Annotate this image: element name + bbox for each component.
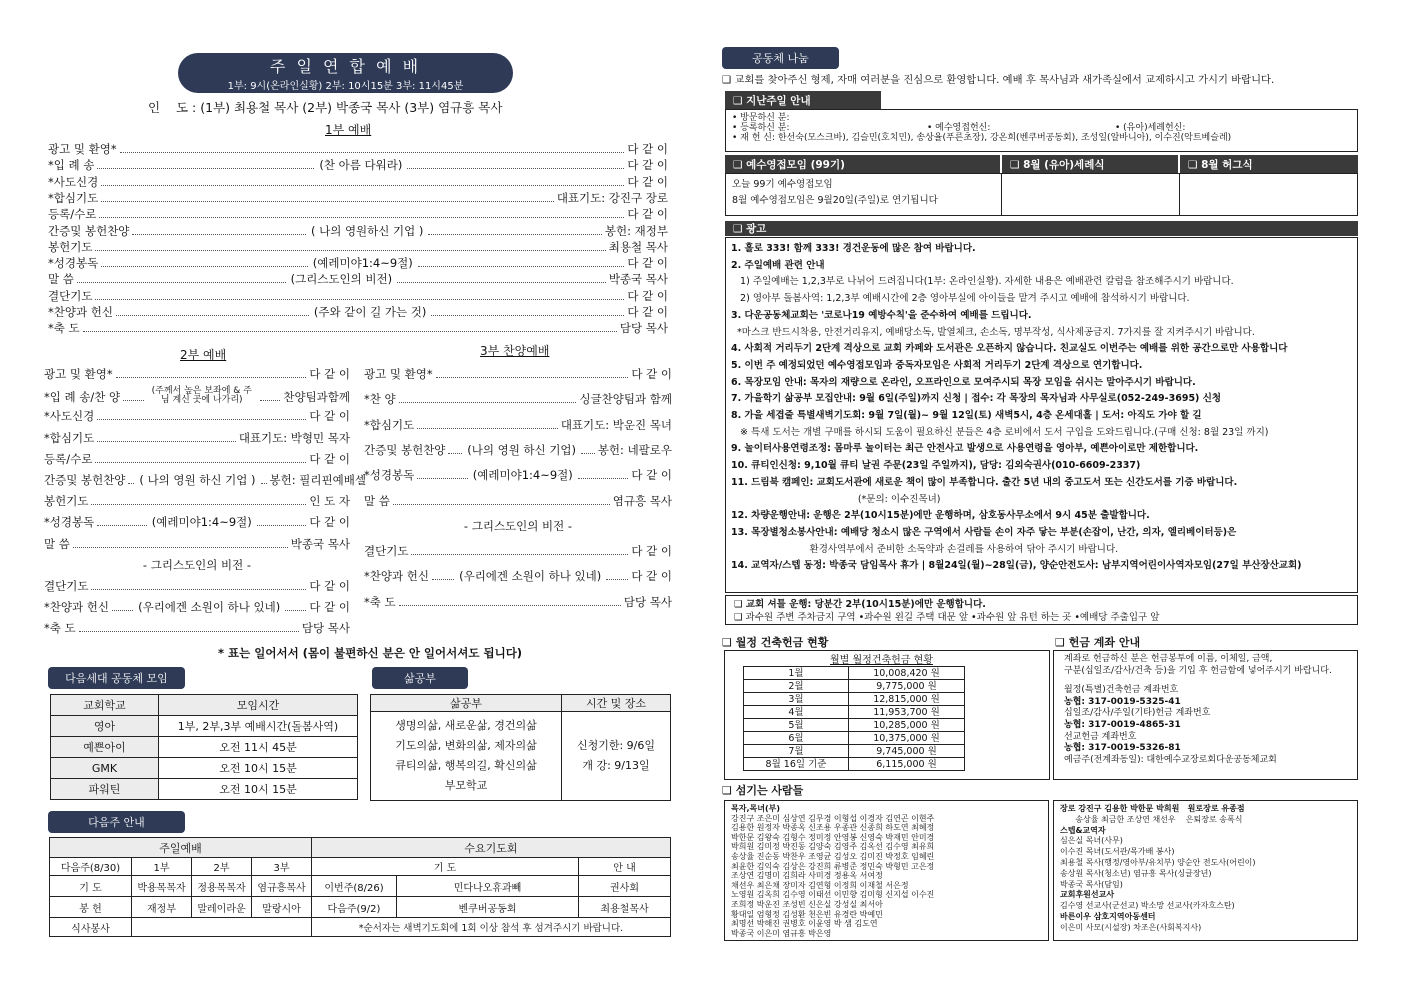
account-line: 예금주(전계좌동일): 대한예수교장로회다운공동체교회 bbox=[1064, 754, 1277, 765]
order-l: *사도신경 bbox=[44, 409, 95, 424]
order-m: (그리스도인의 비전) bbox=[290, 272, 393, 287]
order-r: 다 같 이 bbox=[627, 174, 668, 189]
order-l: *성경봉독 bbox=[364, 468, 415, 483]
order-row bbox=[44, 366, 350, 382]
ad-line: 2. 주일예배 관련 안내 bbox=[731, 259, 825, 271]
order-l: 말 씀 bbox=[48, 272, 74, 287]
shuttle-notice: ❑ 교회 셔틀 운행: 당분간 2부(10시15분)에만 운행합니다. bbox=[734, 599, 986, 610]
service-title: 주 일 연 합 예 배 bbox=[269, 57, 422, 76]
order-row bbox=[44, 472, 366, 488]
account-box bbox=[1053, 650, 1358, 780]
month: 2월 bbox=[744, 680, 849, 693]
ad-line: 3. 다운공동체교회는 '코로나19 예방수칙'을 준수하여 예배를 드립니다. bbox=[731, 309, 1032, 321]
order-l: *성경봉독 bbox=[48, 256, 99, 271]
order-row bbox=[44, 408, 350, 424]
school: 파워틴 bbox=[51, 779, 159, 800]
time: 1부, 2부,3부 예배시간(돌봄사역) bbox=[159, 716, 358, 737]
order-l: 등록/수로 bbox=[48, 207, 97, 222]
order-r: 대표기도: 박운진 목녀 bbox=[560, 417, 672, 432]
service-title-banner bbox=[178, 53, 513, 93]
cell: 다음주(9/2) bbox=[312, 897, 397, 918]
order-row bbox=[364, 568, 672, 584]
servers-right-box bbox=[1053, 800, 1358, 941]
order-r: 다 같 이 bbox=[627, 142, 668, 156]
amount: 12,815,000 원 bbox=[849, 693, 965, 706]
order-row bbox=[44, 599, 350, 615]
servers-title: ❑ 섬기는 사람들 bbox=[722, 784, 804, 797]
order-l: *축 도 bbox=[48, 321, 80, 336]
account-line: 구분(십일조/감사/건축 등)을 기입 후 헌금함에 넣어주시기 바랍니다. bbox=[1064, 665, 1332, 676]
order-row bbox=[44, 514, 350, 530]
sunday-header: 주일예배 bbox=[50, 838, 312, 858]
order-l: 등록/수로 bbox=[44, 451, 93, 466]
order-r: 다 같 이 bbox=[627, 305, 668, 319]
account-title: ❑ 헌금 계좌 안내 bbox=[1055, 636, 1141, 649]
order-m: - 그리스도인의 비전 - bbox=[463, 518, 573, 533]
month: 3월 bbox=[744, 693, 849, 706]
next-gen-header: 다음세대 공동체 모임 bbox=[48, 667, 185, 689]
order-row bbox=[364, 366, 672, 382]
amount: 10,375,000 원 bbox=[849, 732, 965, 745]
order-r: 다 같 이 bbox=[309, 600, 351, 615]
order-l: *찬양과 헌신 bbox=[364, 569, 429, 584]
order-m: (나의 영원 하신 기업) bbox=[467, 442, 577, 457]
ad-line: 13. 목장별청소봉사안내: 예배당 청소시 많은 구역에서 사람들 손이 자주 닿는 부분(손잡이, 난간, 의자, 엘리베이터등)은 bbox=[731, 526, 1237, 538]
order-l: 광고 및 환영* bbox=[48, 142, 117, 156]
order-row bbox=[44, 536, 350, 552]
order-l: *찬 양 bbox=[364, 392, 396, 407]
order-r: 다 같 이 bbox=[631, 367, 672, 381]
order-row bbox=[48, 141, 668, 157]
account-line: 농협: 317-0019-5326-81 bbox=[1064, 743, 1181, 754]
order-r: 봉헌: 네팔로우 bbox=[597, 442, 673, 457]
order-r: 인 도 자 bbox=[309, 494, 350, 509]
wednesday-header: 수요기도회 bbox=[312, 838, 671, 858]
server-line: 노영원 김옥희 김수영 이태선 이민향 김미형 신지섭 이수진 bbox=[731, 890, 935, 900]
server-line: 교회후원선교사 bbox=[1060, 890, 1115, 900]
time: 오전 10시 15분 bbox=[159, 779, 358, 800]
welcome-text: ❑ 교회를 찾아주신 형제, 자매 여러분을 진심으로 환영합니다. 예배 후 목사님과 새가족실에서 교제하시고 가시기 바랍니다. bbox=[722, 74, 1275, 86]
order-row bbox=[44, 557, 350, 573]
order-r: 대표기도: 강진구 장로 bbox=[556, 190, 668, 205]
order-r: 박종국 목사 bbox=[290, 536, 350, 551]
order-r: 찬양팀과함께 bbox=[283, 390, 351, 405]
order-r: 다 같 이 bbox=[631, 544, 672, 559]
cell: 박용목목자 bbox=[132, 876, 192, 897]
server-line: 최용철 목사(행정/영아부/유치부) 양순안 전도사(어린이) bbox=[1060, 857, 1256, 867]
order-l: *사도신경 bbox=[48, 174, 99, 189]
order-l: 광고 및 환영* bbox=[364, 367, 433, 381]
col-header: 교회학교 bbox=[51, 695, 159, 716]
order-r: 다 같 이 bbox=[627, 158, 668, 173]
life-study-header: 삶공부 bbox=[372, 667, 468, 689]
ad-line: 1. 홀로 333! 함께 333! 경건운동에 많은 참여 바랍니다. bbox=[731, 243, 976, 254]
last-week-box bbox=[725, 109, 1358, 152]
server-line: 김수영 선교사(군선교) 박소망 선교사(카자흐스탄) bbox=[1060, 901, 1235, 911]
order-l: *찬양과 헌신 bbox=[48, 305, 113, 319]
building-fund-table bbox=[743, 666, 965, 771]
school: 예쁜아이 bbox=[51, 737, 159, 758]
order-l: 결단기도 bbox=[364, 544, 409, 559]
servers-left-box bbox=[724, 800, 1049, 941]
salvation: • 예수영접헌신: bbox=[927, 123, 991, 133]
course-line: 기도의삶, 변화의삶, 제자의삶 bbox=[395, 739, 537, 752]
salvation-meeting-header: ❑ 예수영접모임 (99기) bbox=[725, 155, 1000, 173]
last-week-header: ❑ 지난주일 안내 bbox=[725, 91, 881, 109]
order-row bbox=[48, 239, 668, 255]
parking-notice: ❑ 과수원 주변 주차금지 구역 •과수원 왼길 주택 대문 앞 •과수원 앞 유턴 하는 곳 •예배당 주출입구 앞 bbox=[734, 612, 1160, 623]
order-row bbox=[48, 174, 668, 190]
account-line: 십일조/감사/주일(기타)헌금 계좌번호 bbox=[1064, 708, 1211, 719]
salvation-meeting-box bbox=[725, 173, 1358, 216]
order-row bbox=[44, 430, 350, 446]
server-line: 장로 강진구 김용한 박한문 박희원 원로장로 유종점 bbox=[1060, 804, 1245, 813]
building-fund-title: ❑ 월정 건축헌금 현황 bbox=[722, 636, 829, 649]
order-r: 담당 목사 bbox=[619, 321, 668, 336]
account-line: 선교헌금 계좌번호 bbox=[1064, 731, 1137, 742]
ads-header: ❑ 광고 bbox=[725, 221, 1358, 236]
col-header: 삶공부 bbox=[371, 695, 562, 712]
order-m: (찬 아름 다워라) bbox=[319, 158, 403, 173]
col-header: 안 내 bbox=[579, 858, 671, 876]
life-study-table bbox=[370, 694, 671, 801]
ad-line: 14. 교역자/스텝 동정: 박종국 담임목사 휴가 | 8월24일(월)~28일(금), 양순안전도사: 남부지역어린이사역자모임(27일 부산장산교회) bbox=[731, 560, 1302, 572]
ad-line: 1) 주일예배는 1,2,3부로 나뉘어 드려집니다(1부: 온라인실황). 자세한 내용은 예배관련 칼럼을 참조해주시기 바랍니다. bbox=[731, 276, 1234, 288]
account-line: 월정(특별)건축헌금 계좌번호 bbox=[1064, 685, 1179, 696]
order-row bbox=[364, 442, 672, 458]
order-m: (주와 같이 길 가는 것) bbox=[313, 305, 427, 319]
ad-line: 환경사역부에서 준비한 소독약과 손걸레를 사용하여 닦아 주시기 바랍니다. bbox=[731, 543, 1119, 555]
ad-line: 2) 영아부 돌봄사역: 1,2,3부 예배시간에 2층 영아부실에 아이들을 맡겨 주시고 예배에 참석하시기 바랍니다. bbox=[731, 293, 1190, 305]
server-line: 심은실 목녀(사무) bbox=[1060, 836, 1123, 846]
order-row bbox=[48, 320, 668, 336]
order-l: 봉헌기도 bbox=[48, 239, 93, 254]
order-row bbox=[48, 288, 668, 304]
order-r: 담당 목사 bbox=[623, 594, 672, 609]
order-r: 염규흥 목사 bbox=[612, 493, 672, 508]
order-l: 결단기도 bbox=[44, 579, 89, 593]
ad-line: 12. 차량운행안내: 운행은 2부(10시15분)에만 운행하며, 삼호동사무소에서 9시 45분 출발합니다. bbox=[731, 510, 1150, 522]
month: 5월 bbox=[744, 719, 849, 732]
order-row bbox=[44, 578, 350, 594]
building-fund-caption: 월별 월정건축헌금 현황 bbox=[830, 655, 933, 666]
order-r: 다 같 이 bbox=[627, 207, 668, 222]
course-line: 큐티의삶, 행복의길, 확신의삶 bbox=[395, 759, 537, 772]
ad-line: 6. 목장모임 안내: 목자의 재량으로 온라인, 오프라인으로 모여주시되 목장 모임을 쉬시는 말아주시기 바랍니다. bbox=[731, 376, 1196, 388]
order-l: 간증및 봉헌찬양 bbox=[364, 442, 446, 457]
order-l: *입 례 송/찬 양 bbox=[44, 390, 121, 405]
part3-title: 3부 찬양예배 bbox=[480, 344, 550, 358]
order-m: ( 나의 영원하신 기업 ) bbox=[310, 223, 424, 238]
server-line: 송상율 최금한 조상연 채선우 은퇴장로 송폭식 bbox=[1060, 814, 1243, 824]
server-line: 목자,목녀(부) bbox=[731, 804, 780, 813]
server-line: 송상율 진순동 박찬우 조영균 김성오 김미진 박정호 임혜린 bbox=[731, 851, 935, 861]
start-date: 개 강: 9/13일 bbox=[582, 759, 650, 772]
school: 영아 bbox=[51, 716, 159, 737]
order-m: (예레미야1:4~9절) bbox=[472, 468, 573, 483]
ad-line: 9. 놀이터사용연령조정: 몸마루 놀이터는 최근 안전사고 발생으로 사용연령을 영아부, 예쁜아이로만 제한합니다. bbox=[731, 443, 1199, 455]
part1-title: 1부 예배 bbox=[325, 123, 372, 137]
order-r: 다 같 이 bbox=[627, 288, 668, 303]
service-times: 1부: 9시(온라인실황) 2부: 10시15분 3부: 11시45분 bbox=[227, 81, 464, 92]
server-line: 스텝&교역자 bbox=[1060, 825, 1106, 835]
order-l: *합심기도 bbox=[48, 190, 99, 205]
order-row bbox=[364, 493, 672, 509]
amount: 6,115,000 원 bbox=[849, 758, 965, 771]
cell: 염규흥목사 bbox=[252, 876, 312, 897]
server-line: 이은미 사모(시설장) 차조은(사회복지사) bbox=[1060, 922, 1202, 932]
salvation-line: 오늘 99기 예수영접모임 bbox=[732, 179, 833, 190]
ad-line: 8. 가을 세겹줄 특별새벽기도회: 9월 7일(월)~ 9월 12일(토) 새벽5시, 4층 온세대홀 | 도서: 아직도 가야 할 길 bbox=[731, 410, 1202, 422]
order-row bbox=[364, 467, 672, 483]
amount: 10,008,420 원 bbox=[849, 667, 965, 680]
order-r: 다 같 이 bbox=[309, 579, 350, 593]
course-line: 부모학교 bbox=[444, 779, 488, 792]
registered: • 등록하신 분: bbox=[732, 123, 790, 133]
order-row bbox=[48, 190, 668, 206]
server-line: 바른이우 삼호지역아동센터 bbox=[1060, 911, 1156, 921]
deadline: 신청기한: 9/6일 bbox=[576, 739, 656, 752]
order-r: 싱글찬양팀과 함께 bbox=[579, 392, 672, 407]
order-l: 봉헌기도 bbox=[44, 494, 89, 509]
server-line: 이수진 목녀(도서관/목가배 봉사) bbox=[1060, 847, 1175, 857]
baptism: • (유아)세례헌신: bbox=[1115, 123, 1186, 133]
amount: 11,953,700 원 bbox=[849, 706, 965, 719]
order-r: 최용철 목사 bbox=[608, 239, 668, 254]
order-l: *합심기도 bbox=[364, 417, 415, 432]
cell: 재정부 bbox=[132, 897, 192, 918]
cell: 권사회 bbox=[579, 876, 671, 897]
order-m: - 그리스도인의 비전 - bbox=[142, 557, 252, 572]
account-line: 계좌로 헌금하신 분은 헌금봉투에 이름, 이체일, 금액, bbox=[1064, 654, 1273, 664]
server-line: 최윤한 김익숙 김상은 강진희 류병준 정민숙 박형민 고은정 bbox=[731, 861, 935, 871]
ad-line: 7. 가을학기 삶공부 모집안내: 9월 6일(주일)까지 신청 | 접수: 각 목장의 목자님과 사무실로(052-249-3695) 신청 bbox=[731, 393, 1222, 405]
order-row bbox=[44, 493, 350, 509]
salvation-line: 8월 예수영접모임은 9월20일(주일)로 연기됩니다 bbox=[732, 195, 938, 206]
order-l: 말 씀 bbox=[44, 536, 70, 551]
order-r: 다 같 이 bbox=[309, 367, 350, 381]
order-l: *입 례 송 bbox=[48, 158, 95, 173]
server-line: 박희원 김미정 박진동 김양숙 김영주 김옥선 김수영 최유희 bbox=[731, 842, 935, 852]
order-m: (우리에겐 소원이 하나 있네) bbox=[459, 569, 602, 584]
order-r: 다 같 이 bbox=[309, 409, 350, 424]
order-r: 담당 목사 bbox=[301, 621, 350, 636]
order-r: 봉헌: 재정부 bbox=[604, 223, 668, 238]
ad-line: (*문의: 이수진목녀) bbox=[731, 493, 941, 505]
month: 6월 bbox=[744, 732, 849, 745]
part2-title: 2부 예배 bbox=[180, 348, 227, 362]
server-line: 채선우 최은채 장미자 김연형 이정희 이재철 서은정 bbox=[731, 880, 909, 890]
order-l: *찬양과 헌신 bbox=[44, 600, 109, 615]
cell: 말레이라운 bbox=[192, 897, 252, 918]
order-row bbox=[44, 620, 350, 636]
order-l: 광고 및 환영* bbox=[44, 367, 113, 381]
cell: 이번주(8/26) bbox=[312, 876, 397, 897]
community-header: 공동체 나눔 bbox=[722, 47, 839, 69]
account-line bbox=[1064, 677, 1347, 685]
order-row bbox=[364, 518, 672, 534]
ad-box-bottom bbox=[725, 595, 1358, 625]
row-label: 기 도 bbox=[50, 876, 132, 897]
month: 1월 bbox=[744, 667, 849, 680]
stand-note: * 표는 일어서서 (몸이 불편하신 분은 안 일어서셔도 됩니다) bbox=[218, 646, 523, 660]
order-r: 다 같 이 bbox=[631, 468, 672, 483]
cell: 민다나오휴과빼 bbox=[397, 876, 579, 897]
order-l: *성경봉독 bbox=[44, 515, 95, 530]
amount: 9,775,000 원 bbox=[849, 680, 965, 693]
order-m: ( 나의 영원 하신 기업 ) bbox=[139, 473, 256, 487]
order-r: 다 같 이 bbox=[627, 256, 668, 271]
hug-header: ❑ 8월 허그식 bbox=[1180, 155, 1358, 173]
server-line: 박종국 목사(담임) bbox=[1060, 879, 1123, 889]
col-header: 1부 bbox=[132, 858, 192, 876]
amount: 9,745,000 원 bbox=[849, 745, 965, 758]
server-line: 조희정 박운진 조성빈 신은실 강성실 최서아 bbox=[731, 899, 883, 909]
order-row bbox=[364, 417, 672, 433]
next-week-note: *순서자는 새벽기도회에 1회 이상 참석 후 섬겨주시기 바랍니다. bbox=[312, 918, 671, 937]
col-header: 2부 bbox=[192, 858, 252, 876]
server-line: 박한문 김왕숙 김형수 정미정 안영봉 신영숙 박재민 안미경 bbox=[731, 832, 935, 842]
ad-line: 10. 큐티인신청: 9,10월 큐티 날권 주문(23일 주일까지), 담당: 김외숙권사(010-6609-2337) bbox=[731, 460, 1141, 472]
visitors: • 방문하신 분: bbox=[732, 113, 790, 123]
order-l: 말 씀 bbox=[364, 493, 390, 508]
order-row bbox=[364, 543, 672, 559]
col-header: 3부 bbox=[252, 858, 312, 876]
server-line: 최명선 박해진 권병호 이윤영 박 샘 김도연 bbox=[731, 919, 878, 929]
account-line: 농협: 317-0019-5325-41 bbox=[1064, 696, 1181, 707]
order-l: 간증및 봉헌찬양 bbox=[44, 473, 126, 487]
ad-line: 11. 드림북 캠페인: 교회도서관에 새로운 책이 많이 부족합니다. 출간 5년 내의 중고도서 또는 신간도서를 기증 바랍니다. bbox=[731, 476, 1238, 488]
school: GMK bbox=[51, 758, 159, 779]
order-l: 결단기도 bbox=[48, 288, 93, 303]
order-r: 다 같 이 bbox=[631, 569, 673, 584]
order-l: 간증및 봉헌찬양 bbox=[48, 223, 130, 238]
order-m: (우리에겐 소원이 하나 있네) bbox=[138, 600, 281, 615]
order-r: 박종국 목사 bbox=[608, 272, 669, 287]
ad-line: 4. 사회적 거리두기 2단계 격상으로 교회 카페와 도서관은 오픈하지 않습니다. 친교실도 이번주는 예배를 위한 공간으로만 사용합니다 bbox=[731, 343, 1288, 355]
time: 오전 11시 45분 bbox=[159, 737, 358, 758]
amount: 10,285,000 원 bbox=[849, 719, 965, 732]
order-row bbox=[44, 451, 350, 467]
course-line: 생명의삶, 새로운삶, 경건의삶 bbox=[395, 719, 537, 732]
server-line: 박종국 이은미 염규흥 박은영 bbox=[731, 928, 832, 938]
server-line: 송상원 목사(청소년) 염규흥 목사(싱글장년) bbox=[1060, 868, 1212, 878]
order-row bbox=[44, 387, 350, 405]
order-l: *축 도 bbox=[364, 594, 396, 609]
order-m: (예레미야1:4~9절) bbox=[151, 515, 252, 530]
service-leaders: 인 도 : (1부) 최용철 목사 (2부) 박종국 목사 (3부) 염규흥 목사 bbox=[148, 100, 503, 115]
order-r: 대표기도: 박형민 목자 bbox=[238, 430, 350, 445]
cell: 벤쿠버공동회 bbox=[397, 897, 579, 918]
next-week-header: 다음주 안내 bbox=[48, 811, 185, 833]
server-line: 김용한 원정자 박종옥 신조용 우종관 신종희 하도연 최혜정 bbox=[731, 823, 935, 833]
col-header: 기 도 bbox=[312, 858, 579, 876]
order-row bbox=[48, 255, 668, 271]
ad-line: ※ 특새 도서는 개별 구매를 하시되 도움이 필요하신 분들은 4층 로비에서 도서 구입을 도와드립니다.(구매 신청: 8월 23일 까지) bbox=[731, 426, 1269, 438]
order-m: (예레미야1:4~9절) bbox=[312, 256, 413, 271]
order-r: 다 같 이 bbox=[309, 515, 350, 530]
ads-box bbox=[725, 237, 1358, 593]
row-label: 식사봉사 bbox=[50, 918, 132, 937]
order-row bbox=[364, 391, 672, 407]
order-row bbox=[48, 304, 668, 320]
account-line: 농협: 317-0019-4865-31 bbox=[1064, 719, 1181, 730]
rededication: • 재 헌 신: 한선숙(모스크바), 김슬민(호치민), 송상율(푸른초장), 강온희(벤쿠버공동회), 조성일(알바니아), 이수진(악트베슬레) bbox=[732, 133, 1232, 143]
order-l: *합심기도 bbox=[44, 430, 95, 445]
server-line: 황대일 엄형정 김성환 천은빈 유경란 박예민 bbox=[731, 909, 883, 919]
next-gen-table bbox=[50, 694, 358, 800]
order-row bbox=[48, 271, 668, 287]
order-r: 다 같 이 bbox=[309, 451, 350, 466]
cell: 정용목목자 bbox=[192, 876, 252, 897]
order-row bbox=[48, 157, 668, 173]
order-m: (주께서 높은 보좌에 & 주님 계신 곳에 나가리) bbox=[151, 386, 252, 406]
order-row bbox=[364, 594, 672, 610]
row-label: 봉 헌 bbox=[50, 897, 132, 918]
month: 8월 16일 기준 bbox=[744, 758, 849, 771]
col-header: 시간 및 장소 bbox=[562, 695, 671, 712]
ad-line: *마스크 반드시착용, 안전거리유지, 예배당소독, 발열체크, 손소독, 명부작성, 식사제공금지. 7가지를 잘 지켜주시기 바랍니다. bbox=[731, 326, 1255, 338]
next-week-table bbox=[49, 837, 671, 937]
order-l: *축 도 bbox=[44, 621, 76, 636]
ad-line: 5. 이번 주 예정되었던 예수영접모임과 중독자모임은 사회적 거리두기 2단계 격상으로 연기합니다. bbox=[731, 359, 1143, 371]
server-line: 강진구 조은미 심상연 김무경 이형섭 이경자 김연곤 이현주 bbox=[731, 813, 935, 823]
cell: 말랑시아 bbox=[252, 897, 312, 918]
order-row bbox=[48, 206, 668, 222]
order-r: 봉헌: 필리핀예배셀 bbox=[269, 473, 366, 487]
month: 4월 bbox=[744, 706, 849, 719]
server-line: 조상연 김명미 김희라 사미경 정용옥 서여정 bbox=[731, 871, 883, 881]
baptism-header: ❑ 8월 (유아)세례식 bbox=[1002, 155, 1178, 173]
time: 오전 10시 15분 bbox=[159, 758, 358, 779]
month: 7월 bbox=[744, 745, 849, 758]
col-header: 다음주(8/30) bbox=[50, 858, 132, 876]
cell: 최용철목사 bbox=[579, 897, 671, 918]
order-row bbox=[48, 223, 668, 239]
col-header: 모임시간 bbox=[159, 695, 358, 716]
